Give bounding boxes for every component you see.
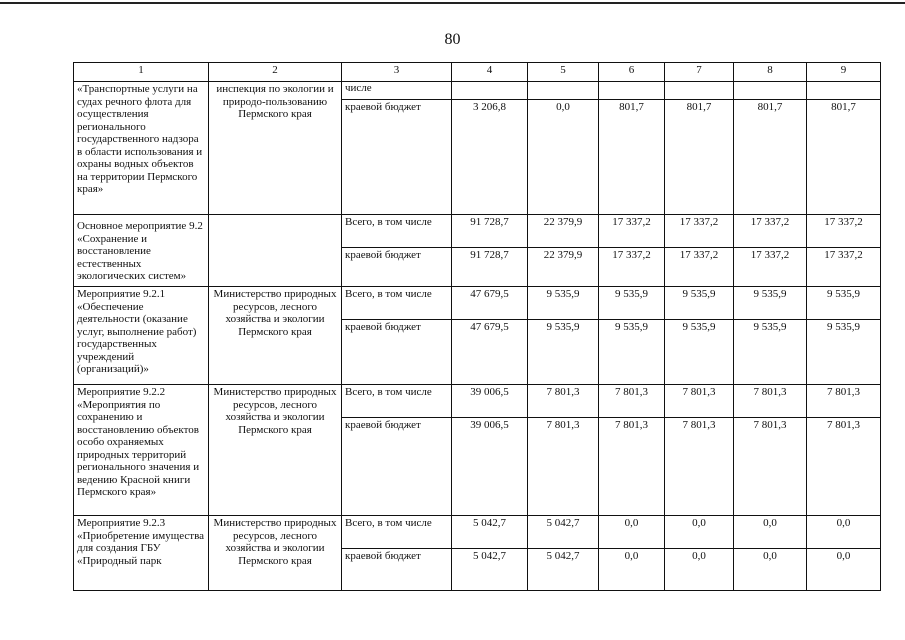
value-cell: 0,0 [734, 516, 807, 549]
value-cell: 5 042,7 [452, 549, 528, 591]
column-number: 2 [209, 63, 342, 82]
funding-source: Всего, в том числе [342, 215, 452, 248]
value-cell: 3 206,8 [452, 100, 528, 215]
value-cell: 9 535,9 [599, 320, 665, 385]
value-cell: 47 679,5 [452, 287, 528, 320]
value-cell: 0,0 [665, 549, 734, 591]
column-number: 5 [528, 63, 599, 82]
value-cell: 801,7 [807, 100, 881, 215]
table-row [74, 215, 881, 248]
value-cell: 7 801,3 [665, 418, 734, 516]
page-number: 80 [444, 31, 461, 48]
value-cell: 9 535,9 [528, 287, 599, 320]
table-row [74, 287, 881, 320]
value-cell: 7 801,3 [807, 385, 881, 418]
value-cell: 22 379,9 [528, 248, 599, 287]
value-cell: 17 337,2 [599, 248, 665, 287]
value-cell: 7 801,3 [528, 385, 599, 418]
top-rule [0, 2, 905, 4]
value-cell: 17 337,2 [665, 248, 734, 287]
value-cell: 0,0 [734, 549, 807, 591]
funding-source: числе [342, 82, 452, 100]
column-number: 9 [807, 63, 881, 82]
measure-name: Мероприятие 9.2.3 «Приобретение имущества для создания ГБУ «Природный парк [74, 516, 209, 591]
value-cell: 17 337,2 [807, 248, 881, 287]
value-cell: 0,0 [599, 549, 665, 591]
value-cell: 9 535,9 [734, 287, 807, 320]
measure-name: Мероприятие 9.2.2 «Мероприятия по сохранению и восстановлению объектов особо охраняемых природных территорий регионального значения и ведению Красной книги Пермского края» [74, 385, 209, 516]
value-cell [807, 82, 881, 100]
value-cell: 17 337,2 [665, 215, 734, 248]
value-cell: 39 006,5 [452, 418, 528, 516]
value-cell: 0,0 [807, 516, 881, 549]
value-cell [665, 82, 734, 100]
column-number: 3 [342, 63, 452, 82]
table-row [74, 385, 881, 418]
funding-source: краевой бюджет [342, 248, 452, 287]
value-cell: 801,7 [665, 100, 734, 215]
value-cell: 39 006,5 [452, 385, 528, 418]
value-cell: 47 679,5 [452, 320, 528, 385]
value-cell: 7 801,3 [734, 385, 807, 418]
executor [209, 215, 342, 287]
value-cell: 91 728,7 [452, 215, 528, 248]
table-row [74, 82, 881, 100]
executor: Министерство природных ресурсов, лесного хозяйства и экологии Пермского края [209, 516, 342, 591]
value-cell: 9 535,9 [807, 320, 881, 385]
funding-source: краевой бюджет [342, 100, 452, 215]
executor: Министерство природных ресурсов, лесного хозяйства и экологии Пермского края [209, 287, 342, 385]
value-cell: 7 801,3 [528, 418, 599, 516]
value-cell: 5 042,7 [452, 516, 528, 549]
value-cell: 801,7 [734, 100, 807, 215]
funding-source: краевой бюджет [342, 418, 452, 516]
value-cell: 17 337,2 [734, 215, 807, 248]
funding-source: Всего, в том числе [342, 385, 452, 418]
value-cell: 0,0 [665, 516, 734, 549]
value-cell: 7 801,3 [599, 385, 665, 418]
value-cell: 9 535,9 [665, 287, 734, 320]
executor: Министерство природных ресурсов, лесного хозяйства и экологии Пермского края [209, 385, 342, 516]
column-number: 6 [599, 63, 665, 82]
funding-source: Всего, в том числе [342, 287, 452, 320]
value-cell: 22 379,9 [528, 215, 599, 248]
value-cell: 91 728,7 [452, 248, 528, 287]
value-cell: 7 801,3 [807, 418, 881, 516]
value-cell [452, 82, 528, 100]
value-cell: 0,0 [599, 516, 665, 549]
column-number: 4 [452, 63, 528, 82]
funding-source: Всего, в том числе [342, 516, 452, 549]
value-cell: 17 337,2 [599, 215, 665, 248]
value-cell [734, 82, 807, 100]
value-cell: 7 801,3 [734, 418, 807, 516]
executor: инспекция по экологии и природо-пользованию Пермского края [209, 82, 342, 215]
column-number-row [74, 63, 881, 82]
value-cell: 9 535,9 [599, 287, 665, 320]
funding-source: краевой бюджет [342, 320, 452, 385]
column-number: 1 [74, 63, 209, 82]
value-cell: 5 042,7 [528, 549, 599, 591]
column-number: 8 [734, 63, 807, 82]
column-number: 7 [665, 63, 734, 82]
value-cell: 0,0 [528, 100, 599, 215]
value-cell: 7 801,3 [665, 385, 734, 418]
value-cell: 801,7 [599, 100, 665, 215]
measure-name: Мероприятие 9.2.1 «Обеспечение деятельности (оказание услуг, выполнение работ) государственных учреждений (организаций)» [74, 287, 209, 385]
table-row [74, 516, 881, 549]
measure-name: «Транспортные услуги на судах речного флота для осуществления регионального государственного надзора в области использования и охраны водных объектов на территории Пермского края» [74, 82, 209, 215]
value-cell: 9 535,9 [665, 320, 734, 385]
value-cell [599, 82, 665, 100]
budget-table [73, 62, 881, 591]
value-cell: 9 535,9 [734, 320, 807, 385]
value-cell: 17 337,2 [807, 215, 881, 248]
value-cell: 0,0 [807, 549, 881, 591]
value-cell: 7 801,3 [599, 418, 665, 516]
value-cell: 9 535,9 [528, 320, 599, 385]
value-cell: 17 337,2 [734, 248, 807, 287]
funding-source: краевой бюджет [342, 549, 452, 591]
value-cell: 5 042,7 [528, 516, 599, 549]
measure-name: Основное мероприятие 9.2 «Сохранение и восстановление естественных экологических систем» [74, 215, 209, 287]
value-cell [528, 82, 599, 100]
value-cell: 9 535,9 [807, 287, 881, 320]
